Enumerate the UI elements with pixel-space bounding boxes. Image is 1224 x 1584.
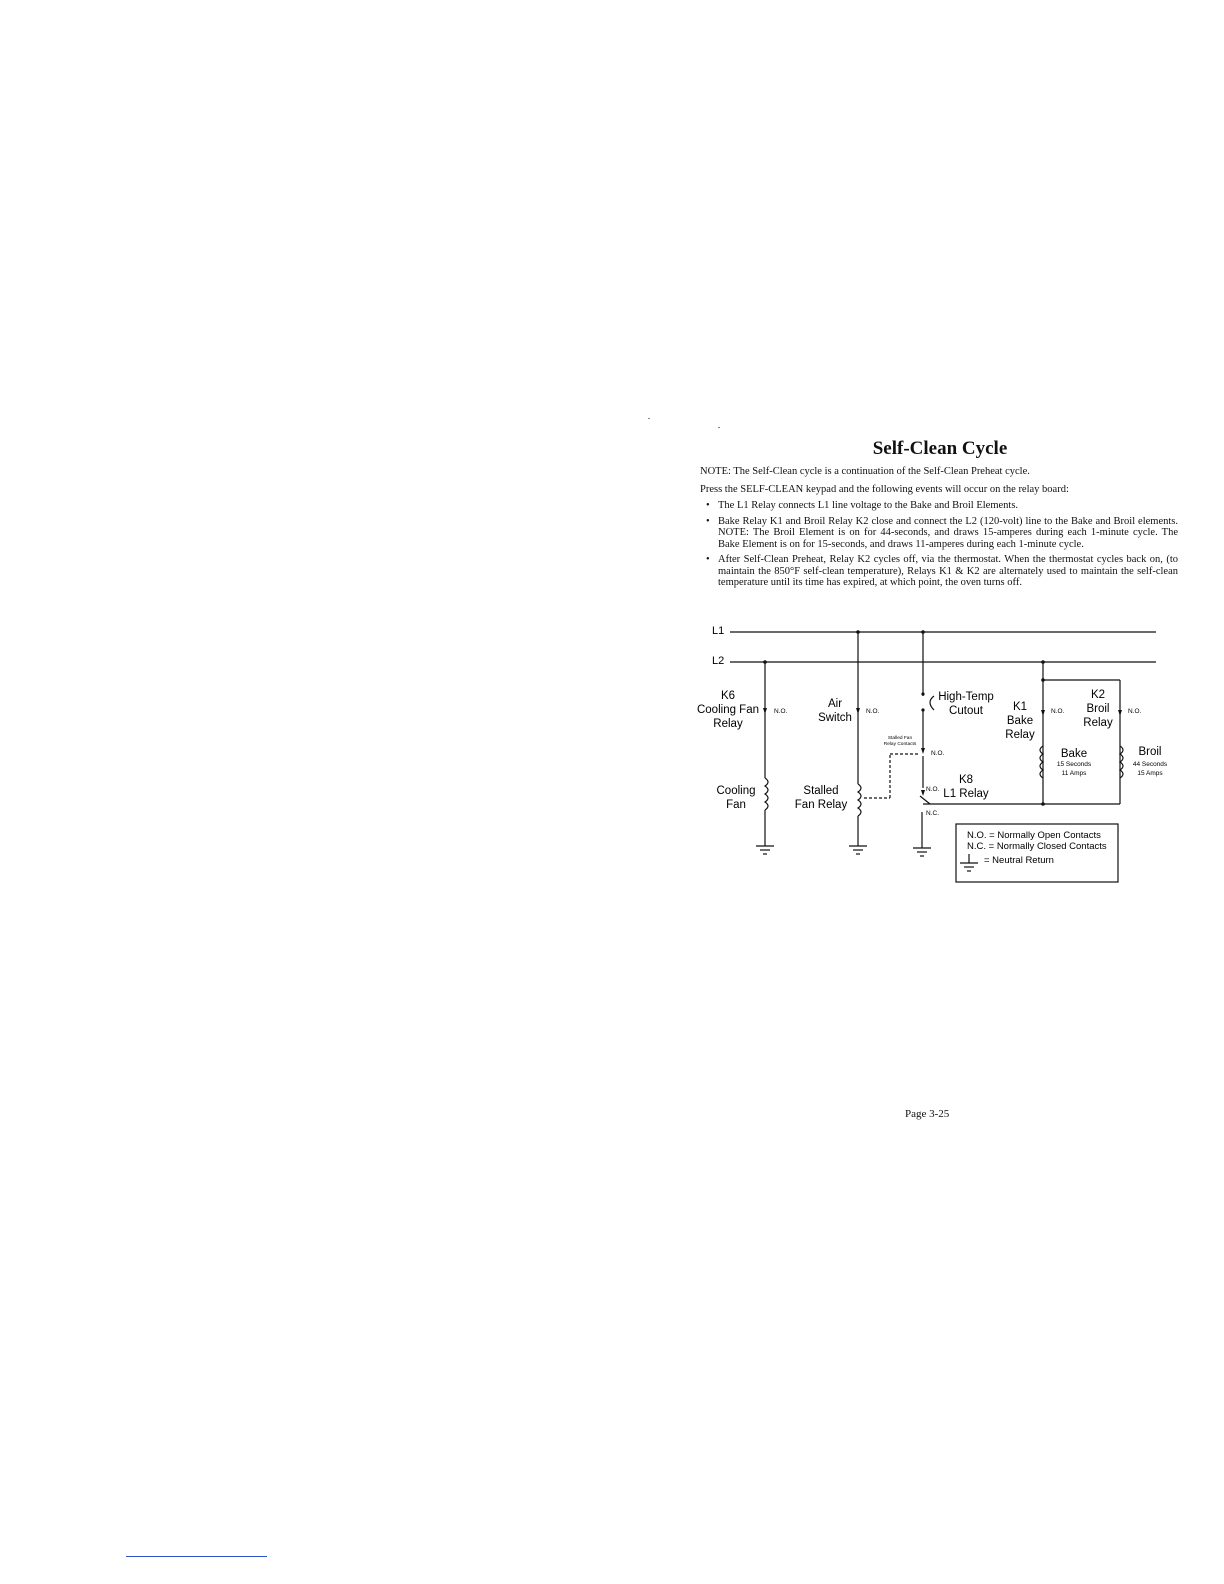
- junction-dot: [1041, 678, 1045, 682]
- k8-name: L1 Relay: [943, 788, 989, 800]
- l1-label: L1: [712, 625, 725, 637]
- k2-label: Relay: [1083, 717, 1113, 729]
- k2-id: K2: [1090, 689, 1106, 701]
- bottom-rule: [126, 1556, 267, 1557]
- stalled-fan-contact-no-label: N.O.: [931, 750, 945, 757]
- k1-contact-symbol: [1041, 710, 1045, 716]
- ground-symbol: [849, 846, 867, 854]
- page-number: Page 3-25: [905, 1108, 950, 1120]
- k6-contact-label: N.O.: [774, 708, 788, 715]
- high-temp-cutout-symbol: [930, 696, 934, 710]
- high-temp-cutout-label: Cutout: [949, 705, 983, 717]
- k8-contact-no-label: N.O.: [926, 786, 940, 793]
- bake-element-label: Bake: [1060, 748, 1088, 760]
- k8-contact-symbol: [921, 790, 925, 796]
- k2-label: Broil: [1086, 703, 1110, 715]
- k6-name: Cooling Fan: [696, 704, 760, 716]
- event-list: [706, 500, 1178, 593]
- junction-dot: [1041, 660, 1045, 664]
- stalled-fan-contacts-label: Relay Contacts: [883, 742, 917, 747]
- stalled-fan-contacts-label: Stalled Fan: [887, 736, 913, 741]
- junction-dot: [921, 692, 924, 695]
- event-item: • The L1 Relay connects L1 line voltage to the Bake and Broil Elements.: [706, 500, 1178, 512]
- l2-label: L2: [712, 655, 725, 667]
- ground-symbol: [960, 854, 978, 871]
- broil-element-label: Broil: [1138, 746, 1162, 758]
- bake-duration-label: 15 Seconds: [1056, 761, 1092, 768]
- junction-dot: [763, 660, 767, 664]
- broil-duration-label: 44 Seconds: [1132, 761, 1168, 768]
- stalled-fan-relay-label: Fan Relay: [794, 799, 848, 811]
- k1-id: K1: [1012, 701, 1028, 713]
- k1-label: Bake: [1006, 715, 1034, 727]
- k1-label: Relay: [1005, 729, 1035, 741]
- k6-name: Relay: [713, 718, 743, 730]
- air-switch-label: Switch: [818, 712, 852, 724]
- legend-nc: N.C. = Normally Closed Contacts: [967, 841, 1107, 852]
- cooling-fan-label: Cooling: [716, 785, 756, 797]
- high-temp-cutout-label: High-Temp: [938, 691, 994, 703]
- k2-contact-label: N.O.: [1128, 708, 1142, 715]
- broil-current-label: 15 Amps: [1137, 770, 1163, 777]
- k6-contact-symbol: [763, 708, 767, 714]
- relay-circuit-diagram: [690, 618, 1190, 893]
- legend-no: N.O. = Normally Open Contacts: [967, 830, 1101, 841]
- stray-mark: [718, 427, 720, 428]
- stalled-fan-relay-label: Stalled: [803, 785, 839, 797]
- wire: [920, 796, 930, 804]
- note-text: NOTE: The Self-Clean cycle is a continuation of the Self-Clean Preheat cycle.: [700, 466, 1030, 477]
- k6-id: K6: [720, 690, 736, 702]
- ground-symbol: [756, 846, 774, 854]
- k1-contact-label: N.O.: [1051, 708, 1065, 715]
- k8-contact-nc-label: N.C.: [926, 810, 939, 817]
- event-item: • Bake Relay K1 and Broil Relay K2 close and connect the L2 (120-volt) line to the Bake and Broil elements. NOTE: The Broil Element is on for 44-seconds, and draws 15-amperes during each 1-minute cycle. The Bake Element is on for 15-seconds, and draws 11-amperes during each 1-minute cycle.: [706, 516, 1178, 551]
- event-item: • After Self-Clean Preheat, Relay K2 cycles off, via the thermostat. When the thermostat cycles back on, (to maintain the 850°F self-clean temperature), Relays K1 & K2 are alternately used to maintain the self-clean temperature until its time has expired, at which point, the oven turns off.: [706, 554, 1178, 589]
- stalled-fan-relay-coil-symbol: [858, 784, 861, 816]
- stray-mark: [648, 418, 650, 419]
- k8-id: K8: [958, 774, 974, 786]
- junction-dot: [921, 708, 924, 711]
- legend-ground: = Neutral Return: [984, 855, 1054, 866]
- junction-dot: [921, 630, 925, 634]
- ground-symbol: [913, 848, 931, 856]
- air-switch-label: Air: [827, 698, 843, 710]
- junction-dot: [1041, 802, 1045, 806]
- air-switch-contact-symbol: [856, 708, 860, 714]
- bake-current-label: 11 Amps: [1061, 770, 1087, 777]
- cooling-fan-coil-symbol: [765, 778, 768, 810]
- page-title: Self-Clean Cycle: [872, 438, 1008, 459]
- stalled-fan-contact-symbol: [921, 748, 925, 754]
- junction-dot: [856, 630, 860, 634]
- intro-text: Press the SELF-CLEAN keypad and the following events will occur on the relay board:: [700, 484, 1069, 495]
- k2-contact-symbol: [1118, 710, 1122, 716]
- cooling-fan-label: Fan: [726, 799, 746, 811]
- air-switch-contact-label: N.O.: [866, 708, 880, 715]
